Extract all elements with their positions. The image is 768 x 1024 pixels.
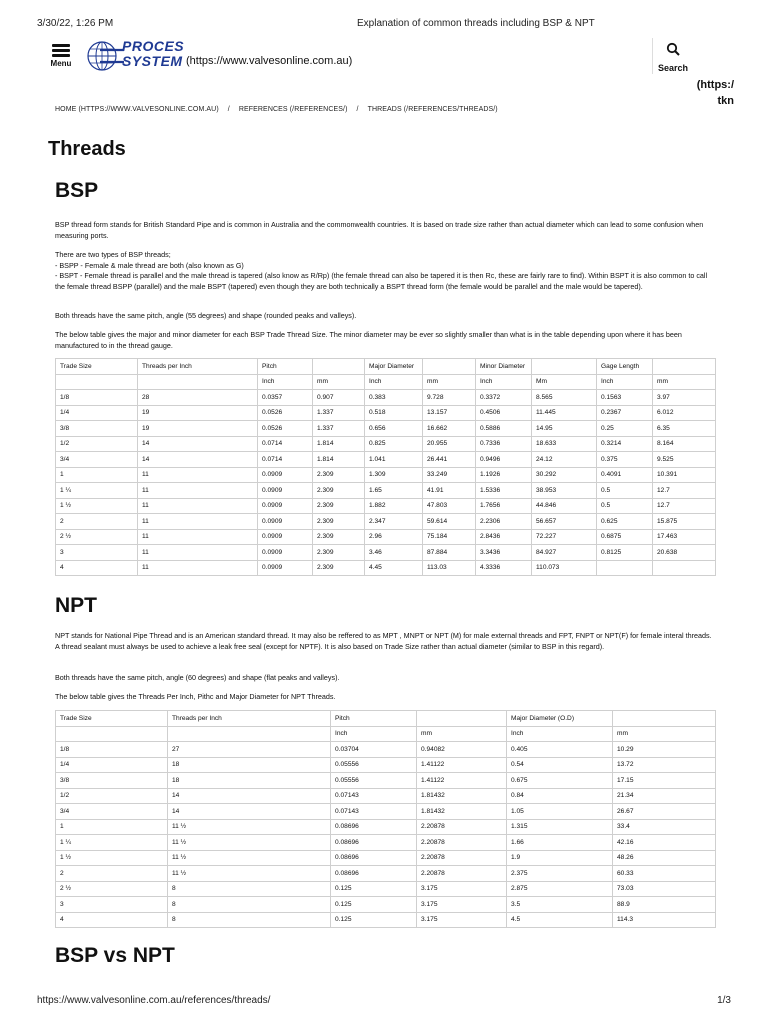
table-cell: 2.20878: [417, 819, 507, 835]
table-cell: 1 ¼: [56, 483, 138, 499]
table-cell: 0.03704: [331, 742, 417, 758]
table-cell: 88.9: [613, 897, 716, 913]
table-cell: 0.3214: [597, 436, 653, 452]
table-cell: 8: [168, 881, 331, 897]
table-cell: 13.72: [613, 757, 716, 773]
table-cell: 30.292: [532, 467, 597, 483]
bsp-paragraph-1: BSP thread form stands for British Standard Pipe and is common in Australia and the commonwealth countries. It is based on trade size rather than actual diameter which can lead to some confusion when measuring ports.: [55, 220, 704, 240]
table-cell: 2.347: [365, 514, 423, 530]
table-cell: 3.5: [507, 897, 613, 913]
table-header-row: [56, 359, 716, 375]
table-cell: 0.0909: [258, 514, 313, 530]
table-cell: 2.309: [313, 514, 365, 530]
table-cell: 113.03: [423, 560, 476, 576]
table-cell: mm: [653, 374, 716, 390]
print-page-number: 1/3: [717, 995, 731, 1006]
table-cell: 8.565: [532, 390, 597, 406]
table-cell: 0.0526: [258, 421, 313, 437]
table-cell: 1.882: [365, 498, 423, 514]
table-row: [56, 483, 716, 499]
bsp-type-bspt: - BSPT - Female thread is parallel and the male thread is tapered (also know as R/Rp) (the female thread can also be tapered it is then Rc, these are fairly rare to find). Within BSPT it is also common to call the female thread BSPP (parallel) and the male BSPT (tapered) even though they are both technically a BSPT thread form (the female would be parallel and the male would be tapered).: [55, 271, 708, 291]
table-cell: 20.638: [653, 545, 716, 561]
table-cell: 1/8: [56, 742, 168, 758]
table-cell: 4.5: [507, 912, 613, 928]
table-cell: 2.375: [507, 866, 613, 882]
table-cell: 2.20878: [417, 835, 507, 851]
table-cell: Gage Length: [597, 359, 653, 375]
npt-paragraph-1: NPT stands for National Pipe Thread and is an American standard thread. It may also be reffered to as MPT , MNPT or NPT (M) for male external threads and FPT, FNPT or NPT(F) for female interal threads. A thread sealant must always be used to achieve a leak free seal (except for NPTF). It is also based on Trade Size rather than actual diameter (similar to BSP in this regard).: [55, 631, 712, 651]
table-row: [56, 835, 716, 851]
table-cell: 2: [56, 514, 138, 530]
table-cell: 8: [168, 897, 331, 913]
table-cell: 110.073: [532, 560, 597, 576]
table-cell: 14: [168, 788, 331, 804]
table-row: [56, 773, 716, 789]
table-cell: 0.05556: [331, 757, 417, 773]
table-row: [56, 452, 716, 468]
bsp-heading: BSP: [55, 179, 99, 202]
table-cell: 3.175: [417, 881, 507, 897]
table-cell: 0.6875: [597, 529, 653, 545]
table-cell: 0.0909: [258, 560, 313, 576]
bsp-types-intro: There are two types of BSP threads;: [55, 250, 171, 259]
table-cell: 48.26: [613, 850, 716, 866]
table-cell: 114.3: [613, 912, 716, 928]
npt-heading: NPT: [55, 594, 97, 617]
bsp-paragraph-4: The below table gives the major and minor diameter for each BSP Trade Thread Size. The minor diameter may be ever so slightly smaller than what is in the table depending upon where it has been manufactured to in the thread gauge.: [55, 330, 682, 350]
table-cell: 0.4506: [476, 405, 532, 421]
table-cell: 0.0909: [258, 483, 313, 499]
table-cell: 0.05556: [331, 773, 417, 789]
table-cell: 21.34: [613, 788, 716, 804]
table-cell: 1.7656: [476, 498, 532, 514]
table-row: [56, 742, 716, 758]
table-cell: 11 ½: [168, 819, 331, 835]
table-row: [56, 788, 716, 804]
table-cell: 18.633: [532, 436, 597, 452]
table-cell: 0.08696: [331, 819, 417, 835]
table-cell: 1.5336: [476, 483, 532, 499]
table-cell: 0.9496: [476, 452, 532, 468]
table-cell: [653, 560, 716, 576]
table-cell: 3.175: [417, 897, 507, 913]
table-cell: 28: [138, 390, 258, 406]
table-cell: 1 ½: [56, 850, 168, 866]
table-cell: Mm: [532, 374, 597, 390]
table-cell: 14: [138, 452, 258, 468]
table-cell: [313, 359, 365, 375]
table-cell: Threads per Inch: [138, 359, 258, 375]
table-row: [56, 545, 716, 561]
table-cell: 41.91: [423, 483, 476, 499]
table-cell: 75.184: [423, 529, 476, 545]
table-cell: 1.65: [365, 483, 423, 499]
table-cell: 18: [168, 757, 331, 773]
page-title: Threads: [48, 138, 126, 160]
site-header: [0, 38, 768, 82]
table-cell: 0.2367: [597, 405, 653, 421]
table-cell: mm: [613, 726, 716, 742]
table-cell: 0.07143: [331, 788, 417, 804]
table-cell: 0.0714: [258, 452, 313, 468]
table-cell: 0.0357: [258, 390, 313, 406]
table-row: [56, 804, 716, 820]
table-cell: 11: [138, 483, 258, 499]
table-cell: 4: [56, 560, 138, 576]
table-cell: [168, 726, 331, 742]
table-cell: 2.875: [507, 881, 613, 897]
table-cell: 3.3436: [476, 545, 532, 561]
bsp-paragraph-3: Both threads have the same pitch, angle (55 degrees) and shape (rounded peaks and valleys).: [55, 311, 357, 320]
table-cell: 1.315: [507, 819, 613, 835]
table-cell: 0.4091: [597, 467, 653, 483]
table-cell: 0.125: [331, 897, 417, 913]
table-cell: 0.07143: [331, 804, 417, 820]
table-cell: 2.8436: [476, 529, 532, 545]
bsp-paragraph-2: [55, 250, 715, 292]
table-cell: 9.728: [423, 390, 476, 406]
table-cell: 0.5: [597, 498, 653, 514]
globe-icon: [86, 38, 124, 74]
table-header-row: [56, 726, 716, 742]
table-cell: 0.8125: [597, 545, 653, 561]
table-cell: Major Diameter (O.D): [507, 711, 613, 727]
table-cell: 11: [138, 560, 258, 576]
table-cell: mm: [417, 726, 507, 742]
table-cell: 2 ½: [56, 881, 168, 897]
npt-table: [55, 710, 716, 928]
table-cell: 0.1563: [597, 390, 653, 406]
table-cell: 0.84: [507, 788, 613, 804]
search-icon: [666, 42, 680, 56]
table-cell: 1.337: [313, 405, 365, 421]
table-cell: Inch: [258, 374, 313, 390]
table-cell: 1.337: [313, 421, 365, 437]
table-cell: Pitch: [258, 359, 313, 375]
breadcrumb-references[interactable]: REFERENCES (/REFERENCES/): [238, 106, 348, 113]
table-row: [56, 560, 716, 576]
table-cell: Trade Size: [56, 359, 138, 375]
table-cell: 4: [56, 912, 168, 928]
table-cell: 0.5: [597, 483, 653, 499]
table-cell: 60.33: [613, 866, 716, 882]
table-cell: 0.0909: [258, 545, 313, 561]
table-header-row: [56, 374, 716, 390]
breadcrumb-separator: /: [356, 106, 359, 113]
table-cell: [56, 374, 138, 390]
table-cell: 12.7: [653, 498, 716, 514]
npt-paragraph-2: Both threads have the same pitch, angle (60 degrees) and shape (flat peaks and valleys).: [55, 673, 340, 682]
table-cell: 1.66: [507, 835, 613, 851]
table-cell: 10.29: [613, 742, 716, 758]
table-cell: [56, 726, 168, 742]
table-cell: 11 ½: [168, 835, 331, 851]
site-logo[interactable]: [86, 38, 186, 74]
table-row: [56, 436, 716, 452]
logo-word-proces: PROCES: [122, 38, 185, 54]
table-cell: 0.125: [331, 912, 417, 928]
table-cell: 1.041: [365, 452, 423, 468]
table-cell: 73.03: [613, 881, 716, 897]
table-cell: 3.97: [653, 390, 716, 406]
table-cell: 2.309: [313, 545, 365, 561]
bsp-vs-npt-heading: BSP vs NPT: [55, 944, 175, 967]
table-cell: 0.5886: [476, 421, 532, 437]
table-cell: Major Diameter: [365, 359, 423, 375]
table-cell: 72.227: [532, 529, 597, 545]
print-timestamp: 3/30/22, 1:26 PM: [37, 18, 114, 29]
table-cell: 0.0909: [258, 498, 313, 514]
table-cell: 2.309: [313, 467, 365, 483]
table-cell: 0.675: [507, 773, 613, 789]
table-cell: Threads per Inch: [168, 711, 331, 727]
table-cell: 2.2306: [476, 514, 532, 530]
table-cell: Minor Diameter: [476, 359, 532, 375]
table-cell: 13.157: [423, 405, 476, 421]
table-cell: 42.16: [613, 835, 716, 851]
table-cell: [653, 359, 716, 375]
table-cell: 4.3336: [476, 560, 532, 576]
table-cell: 10.391: [653, 467, 716, 483]
table-cell: 24.12: [532, 452, 597, 468]
table-row: [56, 405, 716, 421]
table-cell: 0.125: [331, 881, 417, 897]
table-row: [56, 897, 716, 913]
table-cell: 4.45: [365, 560, 423, 576]
bsp-table: [55, 358, 716, 576]
table-cell: 38.953: [532, 483, 597, 499]
table-cell: [138, 374, 258, 390]
breadcrumb: [55, 106, 498, 113]
table-row: [56, 421, 716, 437]
table-cell: 0.0909: [258, 467, 313, 483]
table-cell: 1 ¼: [56, 835, 168, 851]
table-cell: 0.0909: [258, 529, 313, 545]
table-cell: 18: [168, 773, 331, 789]
table-row: [56, 757, 716, 773]
table-cell: 16.662: [423, 421, 476, 437]
hamburger-icon: [47, 44, 75, 57]
table-cell: 3/8: [56, 421, 138, 437]
table-cell: 0.907: [313, 390, 365, 406]
table-cell: 11 ½: [168, 850, 331, 866]
table-cell: 2.309: [313, 529, 365, 545]
table-cell: 2.96: [365, 529, 423, 545]
table-cell: 1.9: [507, 850, 613, 866]
truncated-link-1[interactable]: (https:/: [696, 79, 734, 91]
table-cell: [417, 711, 507, 727]
table-cell: 47.803: [423, 498, 476, 514]
table-cell: Inch: [597, 374, 653, 390]
table-cell: 0.54: [507, 757, 613, 773]
table-cell: 1: [56, 467, 138, 483]
table-cell: [597, 560, 653, 576]
table-cell: 3: [56, 897, 168, 913]
table-cell: 3/4: [56, 452, 138, 468]
table-row: [56, 390, 716, 406]
table-row: [56, 529, 716, 545]
bsp-type-bspp: - BSPP - Female & male thread are both (also known as G): [55, 260, 244, 270]
table-cell: 1.814: [313, 436, 365, 452]
table-cell: 33.249: [423, 467, 476, 483]
site-url-link[interactable]: (https://www.valvesonline.com.au): [186, 55, 353, 67]
table-cell: 11 ½: [168, 866, 331, 882]
table-cell: 0.656: [365, 421, 423, 437]
table-cell: 14.95: [532, 421, 597, 437]
table-cell: 11: [138, 545, 258, 561]
table-cell: 0.625: [597, 514, 653, 530]
table-cell: 0.08696: [331, 850, 417, 866]
table-cell: 1/2: [56, 436, 138, 452]
table-cell: 59.614: [423, 514, 476, 530]
print-title: Explanation of common threads including BSP & NPT: [357, 18, 595, 29]
table-cell: 2.309: [313, 498, 365, 514]
table-cell: 84.927: [532, 545, 597, 561]
table-cell: 0.405: [507, 742, 613, 758]
table-cell: Inch: [331, 726, 417, 742]
table-cell: 1/2: [56, 788, 168, 804]
search-button[interactable]: [657, 42, 689, 73]
print-footer: [37, 995, 731, 1006]
table-cell: 26.67: [613, 804, 716, 820]
table-cell: 1.05: [507, 804, 613, 820]
table-cell: Inch: [476, 374, 532, 390]
table-cell: 9.525: [653, 452, 716, 468]
table-cell: 2 ½: [56, 529, 138, 545]
table-cell: 1/4: [56, 757, 168, 773]
table-cell: 15.875: [653, 514, 716, 530]
table-cell: 3/8: [56, 773, 168, 789]
table-cell: [613, 711, 716, 727]
table-cell: 1: [56, 819, 168, 835]
table-cell: Inch: [507, 726, 613, 742]
table-cell: 11.445: [532, 405, 597, 421]
npt-paragraph-3: The below table gives the Threads Per Inch, Pithc and Major Diameter for NPT Threads.: [55, 692, 336, 701]
table-cell: 0.0526: [258, 405, 313, 421]
table-cell: 0.518: [365, 405, 423, 421]
table-row: [56, 912, 716, 928]
table-cell: [423, 359, 476, 375]
table-cell: 2.20878: [417, 866, 507, 882]
table-cell: 19: [138, 421, 258, 437]
table-cell: 14: [138, 436, 258, 452]
table-cell: 1/8: [56, 390, 138, 406]
table-cell: Trade Size: [56, 711, 168, 727]
table-cell: 2.20878: [417, 850, 507, 866]
table-cell: 2.309: [313, 560, 365, 576]
table-cell: 0.25: [597, 421, 653, 437]
table-row: [56, 498, 716, 514]
table-row: [56, 866, 716, 882]
table-cell: 12.7: [653, 483, 716, 499]
table-cell: 0.3372: [476, 390, 532, 406]
table-row: [56, 514, 716, 530]
table-cell: 1.814: [313, 452, 365, 468]
table-cell: 3/4: [56, 804, 168, 820]
table-cell: 3.46: [365, 545, 423, 561]
table-cell: mm: [423, 374, 476, 390]
table-cell: 27: [168, 742, 331, 758]
table-cell: Pitch: [331, 711, 417, 727]
table-cell: mm: [313, 374, 365, 390]
table-cell: 33.4: [613, 819, 716, 835]
table-header-row: [56, 711, 716, 727]
table-cell: 1 ½: [56, 498, 138, 514]
table-cell: 11: [138, 498, 258, 514]
table-cell: 14: [168, 804, 331, 820]
table-cell: 1.81432: [417, 788, 507, 804]
table-cell: 8: [168, 912, 331, 928]
search-label: Search: [657, 63, 689, 73]
table-cell: 0.383: [365, 390, 423, 406]
table-cell: 20.955: [423, 436, 476, 452]
table-cell: 6.35: [653, 421, 716, 437]
table-cell: 0.08696: [331, 835, 417, 851]
table-cell: 2.309: [313, 483, 365, 499]
table-cell: 19: [138, 405, 258, 421]
table-cell: 1.309: [365, 467, 423, 483]
table-cell: 3.175: [417, 912, 507, 928]
table-cell: 26.441: [423, 452, 476, 468]
truncated-link-2[interactable]: tkn: [717, 95, 734, 107]
table-cell: 44.846: [532, 498, 597, 514]
menu-label: Menu: [50, 59, 72, 68]
table-cell: 0.825: [365, 436, 423, 452]
menu-button[interactable]: [47, 42, 75, 68]
table-cell: 87.884: [423, 545, 476, 561]
table-cell: 56.657: [532, 514, 597, 530]
table-cell: 1/4: [56, 405, 138, 421]
table-cell: 0.375: [597, 452, 653, 468]
table-cell: 8.164: [653, 436, 716, 452]
table-cell: Inch: [365, 374, 423, 390]
table-cell: 0.0714: [258, 436, 313, 452]
table-cell: 17.15: [613, 773, 716, 789]
table-cell: 17.463: [653, 529, 716, 545]
table-cell: 1.41122: [417, 757, 507, 773]
breadcrumb-separator: /: [227, 106, 230, 113]
table-cell: 0.08696: [331, 866, 417, 882]
header-divider: [652, 38, 653, 74]
table-cell: 1.41122: [417, 773, 507, 789]
logo-word-system: SYSTEM: [122, 53, 183, 69]
print-footer-url: https://www.valvesonline.com.au/references/threads/: [37, 995, 271, 1006]
table-row: [56, 467, 716, 483]
table-cell: 2: [56, 866, 168, 882]
table-cell: 1.81432: [417, 804, 507, 820]
table-row: [56, 850, 716, 866]
table-cell: 11: [138, 467, 258, 483]
table-cell: 11: [138, 529, 258, 545]
table-cell: 6.012: [653, 405, 716, 421]
table-cell: 0.94082: [417, 742, 507, 758]
table-cell: 3: [56, 545, 138, 561]
breadcrumb-threads[interactable]: THREADS (/REFERENCES/THREADS/): [367, 106, 498, 113]
table-cell: 0.7336: [476, 436, 532, 452]
table-cell: [532, 359, 597, 375]
table-cell: 1.1926: [476, 467, 532, 483]
table-row: [56, 819, 716, 835]
table-cell: 11: [138, 514, 258, 530]
breadcrumb-home[interactable]: HOME (HTTPS://WWW.VALVESONLINE.COM.AU): [55, 106, 219, 113]
table-row: [56, 881, 716, 897]
